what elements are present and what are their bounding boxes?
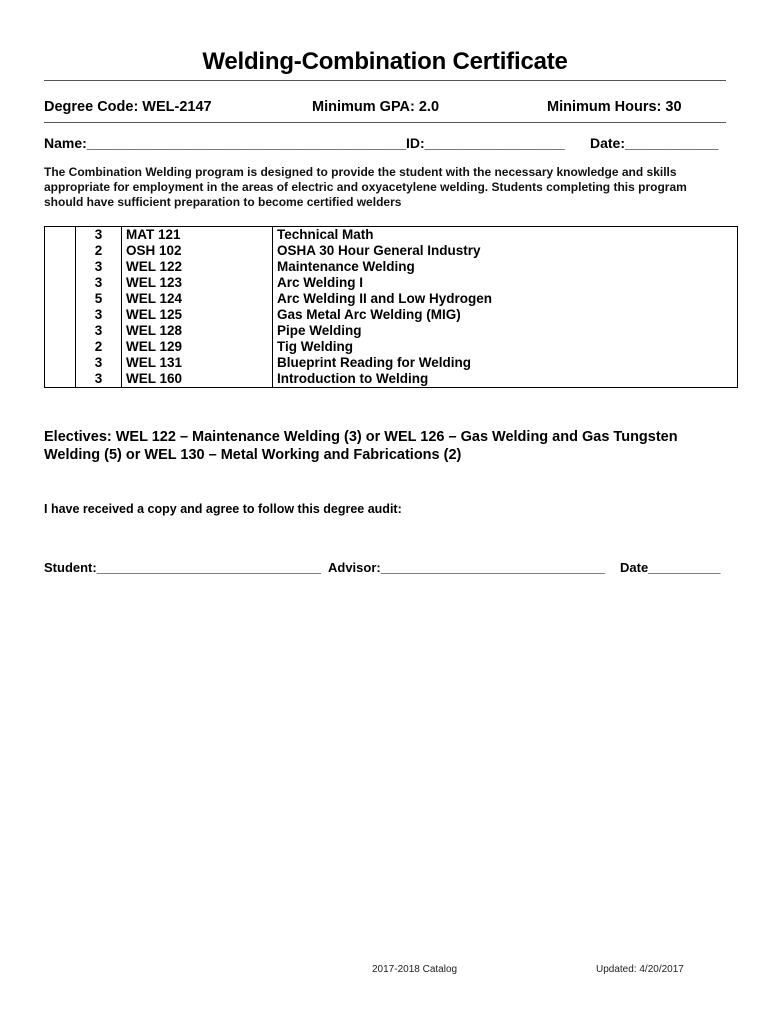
course-row [45, 323, 738, 339]
course-row [45, 259, 738, 275]
course-row [45, 371, 738, 388]
course-code: WEL 122 [122, 259, 273, 275]
course-credits: 3 [76, 355, 122, 371]
course-title: Technical Math [273, 227, 738, 244]
course-title: Pipe Welding [273, 323, 738, 339]
course-credits: 2 [76, 339, 122, 355]
advisor-signature-field[interactable]: Advisor:_______________________________ [328, 560, 605, 575]
minimum-hours: Minimum Hours: 30 [547, 99, 682, 115]
course-credits: 3 [76, 323, 122, 339]
program-description: The Combination Welding program is designed to provide the student with the necessary knowledge and skills appropriate for employment in the areas of electric and oxyacetylene welding. Students completing this program should have sufficient preparation to become certified welders [44, 165, 687, 209]
course-credits: 3 [76, 227, 122, 244]
course-title: OSHA 30 Hour General Industry [273, 243, 738, 259]
course-blank-cell [45, 307, 76, 323]
course-code: WEL 124 [122, 291, 273, 307]
course-row [45, 339, 738, 355]
updated-footer: Updated: 4/20/2017 [596, 964, 684, 975]
agreement-text: I have received a copy and agree to follow this degree audit: [44, 502, 402, 516]
course-code: WEL 125 [122, 307, 273, 323]
course-credits: 3 [76, 371, 122, 388]
student-signature-field[interactable]: Student:_______________________________ [44, 560, 321, 575]
course-title: Tig Welding [273, 339, 738, 355]
course-title: Gas Metal Arc Welding (MIG) [273, 307, 738, 323]
course-row [45, 355, 738, 371]
course-blank-cell [45, 291, 76, 307]
course-blank-cell [45, 243, 76, 259]
title-divider [44, 80, 726, 81]
id-field[interactable]: ID:__________________ [406, 135, 565, 151]
page-title: Welding-Combination Certificate [202, 48, 568, 75]
course-blank-cell [45, 227, 76, 244]
course-row [45, 243, 738, 259]
course-title: Blueprint Reading for Welding [273, 355, 738, 371]
header-divider [44, 122, 726, 123]
catalog-footer: 2017-2018 Catalog [372, 964, 458, 975]
course-code: WEL 129 [122, 339, 273, 355]
electives-text: Electives: WEL 122 – Maintenance Welding (3) or WEL 126 – Gas Welding and Gas Tungsten Welding (5) or WEL 130 – Metal Working and Fabrications (2) [44, 429, 678, 463]
course-code: OSH 102 [122, 243, 273, 259]
course-title: Maintenance Welding [273, 259, 738, 275]
name-field[interactable]: Name:_________________________________________ [44, 135, 407, 151]
course-blank-cell [45, 339, 76, 355]
course-credits: 3 [76, 259, 122, 275]
course-credits: 3 [76, 307, 122, 323]
course-row [45, 307, 738, 323]
signature-date-field[interactable]: Date__________ [620, 560, 721, 575]
course-row [45, 227, 738, 244]
course-title: Introduction to Welding [273, 371, 738, 388]
course-code: MAT 121 [122, 227, 273, 244]
course-code: WEL 160 [122, 371, 273, 388]
course-title: Arc Welding I [273, 275, 738, 291]
course-code: WEL 128 [122, 323, 273, 339]
course-blank-cell [45, 323, 76, 339]
course-blank-cell [45, 275, 76, 291]
course-blank-cell [45, 371, 76, 388]
minimum-gpa: Minimum GPA: 2.0 [312, 99, 440, 115]
course-row [45, 275, 738, 291]
course-row [45, 291, 738, 307]
course-code: WEL 123 [122, 275, 273, 291]
course-blank-cell [45, 355, 76, 371]
course-blank-cell [45, 259, 76, 275]
course-credits: 3 [76, 275, 122, 291]
course-credits: 5 [76, 291, 122, 307]
degree-code: Degree Code: WEL-2147 [44, 99, 212, 115]
course-code: WEL 131 [122, 355, 273, 371]
course-title: Arc Welding II and Low Hydrogen [273, 291, 738, 307]
date-field[interactable]: Date:____________ [590, 135, 719, 151]
course-table [44, 226, 738, 388]
course-credits: 2 [76, 243, 122, 259]
